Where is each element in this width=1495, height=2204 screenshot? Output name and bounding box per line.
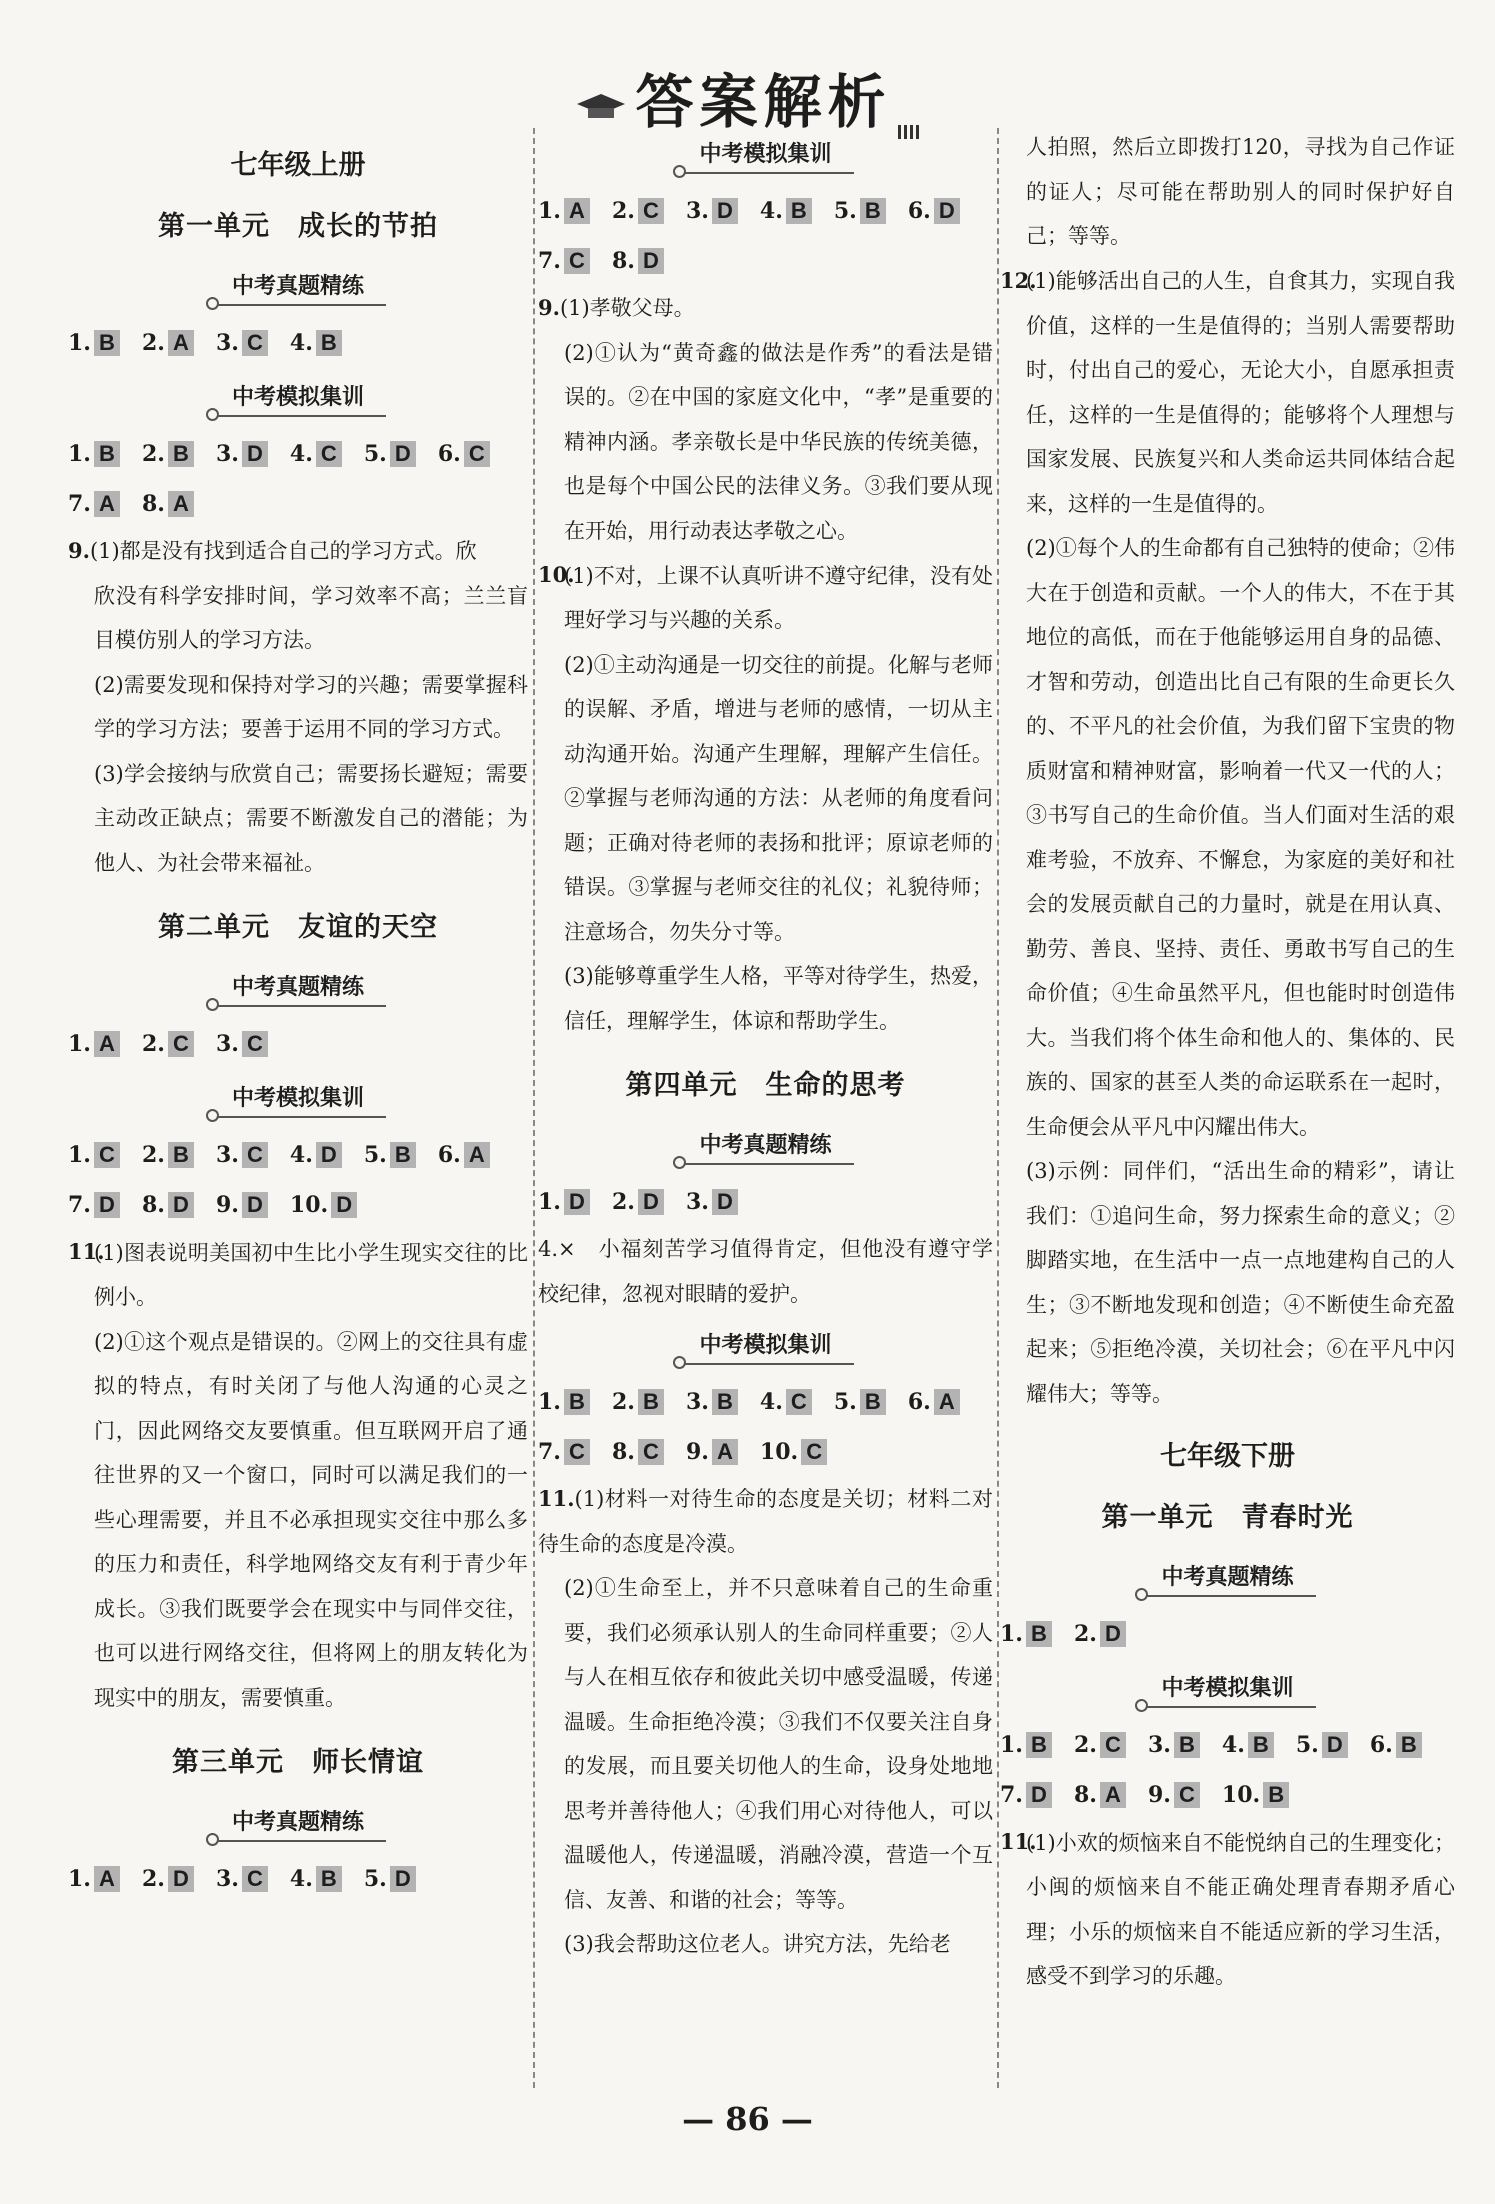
answer-item bbox=[1000, 1770, 1052, 1820]
answer-choice: B bbox=[1248, 1732, 1274, 1758]
question-number: 2. bbox=[1073, 1732, 1097, 1758]
answer-item bbox=[216, 1854, 268, 1904]
answer-row bbox=[68, 1130, 528, 1180]
answer-item bbox=[686, 1427, 738, 1477]
page-title: 答案解析 bbox=[0, 55, 1495, 139]
question-number: 2. bbox=[141, 1031, 165, 1057]
answer-item bbox=[364, 1854, 416, 1904]
answer-choice: B bbox=[168, 1142, 194, 1168]
question-number: 10. bbox=[759, 1439, 799, 1465]
answer-choice: C bbox=[168, 1031, 194, 1057]
answer-item bbox=[290, 1130, 342, 1180]
question-number: 4. bbox=[289, 441, 313, 467]
question-number: 2. bbox=[611, 198, 635, 224]
question-number: 6. bbox=[437, 1142, 461, 1168]
answer-item bbox=[1222, 1770, 1289, 1820]
answer-item bbox=[68, 1180, 120, 1230]
section-heading: 中考模拟集训 bbox=[538, 1328, 993, 1365]
answer-row bbox=[538, 1177, 993, 1227]
answer-item bbox=[142, 479, 194, 529]
answer-choice: B bbox=[1396, 1732, 1422, 1758]
answer-item bbox=[1074, 1770, 1126, 1820]
answer-item bbox=[834, 186, 886, 236]
answer-choice: D bbox=[564, 1189, 590, 1215]
answer-choice: A bbox=[168, 491, 194, 517]
question-number: 3. bbox=[215, 441, 239, 467]
answer-item bbox=[1148, 1770, 1200, 1820]
column-1 bbox=[68, 125, 528, 1904]
question-number: 6. bbox=[437, 441, 461, 467]
question-number: 5. bbox=[363, 441, 387, 467]
question-block: 4.× 小福刻苦学习值得肯定，但他没有遵守学校纪律，忽视对眼睛的爱护。 bbox=[538, 1237, 993, 1306]
answer-item bbox=[68, 1019, 120, 1069]
question-number: 7. bbox=[68, 1192, 91, 1218]
answer-choice: B bbox=[786, 198, 812, 224]
answer-choice: D bbox=[242, 1192, 268, 1218]
question-number: 9. bbox=[685, 1439, 709, 1465]
question-number: 2. bbox=[141, 1866, 165, 1892]
answer-row bbox=[538, 236, 993, 286]
answer-choice: A bbox=[94, 1031, 120, 1057]
answer-choice: B bbox=[1263, 1782, 1289, 1808]
question-number: 5. bbox=[363, 1142, 387, 1168]
question-number: 7. bbox=[538, 1439, 561, 1465]
answer-row bbox=[68, 1854, 528, 1904]
question-number: 6. bbox=[907, 198, 931, 224]
answer-choice: B bbox=[860, 198, 886, 224]
answer-choice: D bbox=[934, 198, 960, 224]
question-number: 6. bbox=[907, 1389, 931, 1415]
answer-choice: B bbox=[316, 1866, 342, 1892]
answer-item bbox=[142, 1130, 194, 1180]
question-number: 10. bbox=[1221, 1782, 1261, 1808]
unit-heading: 第四单元 生命的思考 bbox=[625, 1070, 906, 1101]
answer-choice: A bbox=[94, 1866, 120, 1892]
section-heading: 中考真题精练 bbox=[68, 269, 528, 306]
question-number: 1. bbox=[1000, 1621, 1023, 1647]
question-number: 2. bbox=[141, 1142, 165, 1168]
answer-choice: C bbox=[94, 1142, 120, 1168]
answer-choice: C bbox=[564, 1439, 590, 1465]
answer-choice: B bbox=[168, 441, 194, 467]
answer-choice: D bbox=[316, 1142, 342, 1168]
question-number: 1. bbox=[538, 1389, 561, 1415]
answer-row bbox=[538, 1377, 993, 1427]
answer-item bbox=[216, 318, 268, 368]
question-number: 2. bbox=[141, 441, 165, 467]
answer-item bbox=[68, 318, 120, 368]
answer-choice: A bbox=[168, 330, 194, 356]
question-number: 9. bbox=[1147, 1782, 1171, 1808]
answer-item bbox=[760, 186, 812, 236]
answer-choice: C bbox=[638, 1439, 664, 1465]
answer-item bbox=[908, 186, 960, 236]
answer-item bbox=[290, 1854, 342, 1904]
answer-choice: B bbox=[1026, 1621, 1052, 1647]
section-heading: 中考真题精练 bbox=[538, 1128, 993, 1165]
section-heading: 中考真题精练 bbox=[68, 1805, 528, 1842]
question-block: 9.(1)都是没有找到适合自己的学习方式。欣 欣没有科学安排时间，学习效率不高；兰兰盲目模仿别人的学习方法。 (2)需要发现和保持对学习的兴趣；需要掌握科学的学习方法；要善于运用不同的学习方式。 (3)学会接纳与欣赏自己；需要扬长避短；需要主动改正缺点；需要不断激发自己的潜能；为他人、为社会带来福祉。 bbox=[68, 538, 528, 875]
question-number: 4. bbox=[289, 1142, 313, 1168]
answer-item bbox=[1000, 1720, 1052, 1770]
question-number: 3. bbox=[685, 1189, 709, 1215]
column-3 bbox=[1000, 125, 1455, 1999]
answer-choice: B bbox=[1174, 1732, 1200, 1758]
answer-item bbox=[1370, 1720, 1422, 1770]
column-divider bbox=[997, 128, 999, 2088]
question-number: 4. bbox=[289, 330, 313, 356]
page-number: — 86 — bbox=[682, 2100, 813, 2138]
question-number: 4. bbox=[1221, 1732, 1245, 1758]
answer-choice: C bbox=[1100, 1732, 1126, 1758]
answer-choice: B bbox=[638, 1389, 664, 1415]
answer-item bbox=[142, 318, 194, 368]
question-number: 8. bbox=[141, 1192, 165, 1218]
question-number: 3. bbox=[215, 1031, 239, 1057]
grade-heading: 七年级下册 bbox=[1160, 1441, 1295, 1472]
question-number: 4. bbox=[759, 198, 783, 224]
answer-choice: C bbox=[638, 198, 664, 224]
question-number: 2. bbox=[611, 1389, 635, 1415]
answer-choice: C bbox=[242, 1031, 268, 1057]
answer-choice: D bbox=[331, 1192, 357, 1218]
answer-choice: B bbox=[860, 1389, 886, 1415]
answer-choice: D bbox=[94, 1192, 120, 1218]
section-heading: 中考模拟集训 bbox=[1000, 1671, 1455, 1708]
answer-choice: B bbox=[712, 1389, 738, 1415]
answer-choice: D bbox=[638, 248, 664, 274]
question-number: 5. bbox=[1295, 1732, 1319, 1758]
answer-choice: A bbox=[1100, 1782, 1126, 1808]
question-block: 10. (1)不对，上课不认真听讲不遵守纪律，没有处理好学习与兴趣的关系。 (2)①主动沟通是一切交往的前提。化解与老师的误解、矛盾，增进与老师的感情，一切从主动沟通开始。沟通产生理解，理解产生信任。②掌握与老师沟通的方法：从老师的角度看问题；正确对待老师的表扬和批评；原谅老师的错误。③掌握与老师交往的礼仪；礼貌待师；注意场合，勿失分寸等。 (3)能够尊重学生人格，平等对待学生，热爱，信任，理解学生，体谅和帮助学生。 bbox=[538, 562, 993, 1033]
answer-item bbox=[612, 1377, 664, 1427]
answer-item bbox=[760, 1377, 812, 1427]
question-number: 10. bbox=[289, 1192, 329, 1218]
answer-choice: B bbox=[94, 330, 120, 356]
unit-heading: 第二单元 友谊的天空 bbox=[158, 912, 438, 943]
answer-item bbox=[68, 429, 120, 479]
answer-item bbox=[68, 1854, 120, 1904]
question-number: 7. bbox=[538, 248, 561, 274]
answer-choice: D bbox=[242, 441, 268, 467]
section-heading: 中考模拟集训 bbox=[68, 1081, 528, 1118]
answer-row bbox=[1000, 1720, 1455, 1770]
question-number: 3. bbox=[215, 330, 239, 356]
question-number: 8. bbox=[1073, 1782, 1097, 1808]
answer-row bbox=[68, 1019, 528, 1069]
question-block: 11.(1)材料一对待生命的态度是关切；材料二对待生命的态度是冷漠。 (2)①生命至上，并不只意味着自己的生命重要，我们必须承认别人的生命同样重要；②人与人在相互依存和彼此关切中感受温暖，传递温暖。生命拒绝冷漠；③我们不仅要关注自身的发展，而且要关切他人的生命，设身处地地思考并善待他人；④我们用心对待他人，可以温暖他人，传递温暖，消融冷漠，营造一个互信、友善、和谐的社会；等等。 (3)我会帮助这位老人。讲究方法，先给老 bbox=[538, 1486, 993, 1956]
answer-choice: B bbox=[390, 1142, 416, 1168]
answer-choice: C bbox=[801, 1439, 827, 1465]
question-number: 7. bbox=[68, 491, 91, 517]
answer-item bbox=[538, 236, 590, 286]
question-number: 8. bbox=[611, 248, 635, 274]
answer-item bbox=[834, 1377, 886, 1427]
answer-item bbox=[686, 1177, 738, 1227]
answer-item bbox=[142, 429, 194, 479]
unit-heading: 第一单元 青春时光 bbox=[1101, 1502, 1354, 1533]
answer-choice: D bbox=[390, 441, 416, 467]
answer-choice: D bbox=[1026, 1782, 1052, 1808]
answer-item bbox=[68, 479, 120, 529]
answer-item bbox=[142, 1180, 194, 1230]
answer-item bbox=[686, 1377, 738, 1427]
question-number: 1. bbox=[68, 441, 91, 467]
question-number: 5. bbox=[833, 198, 857, 224]
answer-choice: D bbox=[390, 1866, 416, 1892]
answer-choice: C bbox=[242, 1142, 268, 1168]
question-block: 11. (1)图表说明美国初中生比小学生现实交往的比例小。 (2)①这个观点是错误的。②网上的交往具有虚拟的特点，有时关闭了与他人沟通的心灵之门，因此网络交友要慎重。但互联网开启了通往世界的又一个窗口，同时可以满足我们的一些心理需要，并且不必承担现实交往中那么多的压力和责任，科学地网络交友有利于青少年成长。③我们既要学会在现实中与同伴交往，也可以进行网络交往，但将网上的朋友转化为现实中的朋友，需要慎重。 bbox=[68, 1239, 528, 1710]
answer-choice: D bbox=[168, 1866, 194, 1892]
answer-row bbox=[68, 1180, 528, 1230]
answer-choice: A bbox=[464, 1142, 490, 1168]
question-number: 5. bbox=[363, 1866, 387, 1892]
unit-heading: 第三单元 师长情谊 bbox=[172, 1747, 424, 1778]
answer-item bbox=[1074, 1609, 1126, 1659]
answer-row bbox=[538, 1427, 993, 1477]
question-number: 1. bbox=[538, 1189, 561, 1215]
question-number: 3. bbox=[215, 1866, 239, 1892]
question-number: 1. bbox=[1000, 1732, 1023, 1758]
question-number: 1. bbox=[68, 1142, 91, 1168]
answer-item bbox=[1222, 1720, 1274, 1770]
answer-choice: D bbox=[168, 1192, 194, 1218]
answer-choice: D bbox=[1322, 1732, 1348, 1758]
answer-choice: C bbox=[316, 441, 342, 467]
answer-item bbox=[1074, 1720, 1126, 1770]
answer-item bbox=[364, 1130, 416, 1180]
question-number: 3. bbox=[685, 1389, 709, 1415]
section-heading: 中考模拟集训 bbox=[68, 380, 528, 417]
question-continuation: 人拍照，然后立即拨打120，寻找为自己作证的证人；尽可能在帮助别人的同时保护好自己；等等。 bbox=[1026, 135, 1455, 248]
answer-item bbox=[438, 1130, 490, 1180]
answer-choice: A bbox=[712, 1439, 738, 1465]
answer-item bbox=[438, 429, 490, 479]
answer-choice: B bbox=[94, 441, 120, 467]
answer-item bbox=[686, 186, 738, 236]
answer-item bbox=[216, 1180, 268, 1230]
answer-choice: C bbox=[242, 330, 268, 356]
answer-choice: C bbox=[786, 1389, 812, 1415]
answer-row bbox=[68, 429, 528, 479]
answer-row bbox=[1000, 1609, 1455, 1659]
answer-choice: D bbox=[1100, 1621, 1126, 1647]
question-number: 5. bbox=[833, 1389, 857, 1415]
unit-heading: 第一单元 成长的节拍 bbox=[158, 211, 438, 242]
section-heading: 中考真题精练 bbox=[68, 970, 528, 1007]
answer-item bbox=[364, 429, 416, 479]
question-number: 2. bbox=[141, 330, 165, 356]
answer-item bbox=[68, 1130, 120, 1180]
question-block: 9.(1)孝敬父母。 (2)①认为“黄奇鑫的做法是作秀”的看法是错误的。②在中国的家庭文化中，“孝”是重要的精神内涵。孝亲敬长是中华民族的传统美德，也是每个中国公民的法律义务。③我们要从现在开始，用行动表达孝敬之心。 bbox=[538, 295, 993, 543]
answer-choice: B bbox=[564, 1389, 590, 1415]
answer-choice: C bbox=[1174, 1782, 1200, 1808]
question-number: 3. bbox=[1147, 1732, 1171, 1758]
section-heading: 中考真题精练 bbox=[1000, 1560, 1455, 1597]
question-number: 4. bbox=[759, 1389, 783, 1415]
answer-choice: C bbox=[242, 1866, 268, 1892]
answer-choice: C bbox=[564, 248, 590, 274]
answer-item bbox=[1148, 1720, 1200, 1770]
question-number: 2. bbox=[611, 1189, 635, 1215]
answer-item bbox=[290, 429, 342, 479]
answer-choice: B bbox=[1026, 1732, 1052, 1758]
answer-item bbox=[538, 1377, 590, 1427]
answer-row bbox=[1000, 1770, 1455, 1820]
answer-item bbox=[760, 1427, 827, 1477]
question-number: 7. bbox=[1000, 1782, 1023, 1808]
question-block: 11. (1)小欢的烦恼来自不能悦纳自己的生理变化；小闽的烦恼来自不能正确处理青春期矛盾心理；小乐的烦恼来自不能适应新的学习生活，感受不到学习的乐趣。 bbox=[1000, 1829, 1455, 1988]
section-heading: 中考模拟集训 bbox=[538, 137, 993, 174]
answer-item bbox=[538, 186, 590, 236]
answer-choice: D bbox=[638, 1189, 664, 1215]
answer-item bbox=[216, 1019, 268, 1069]
answer-item bbox=[1296, 1720, 1348, 1770]
question-number: 2. bbox=[1073, 1621, 1097, 1647]
grade-heading: 七年级上册 bbox=[230, 150, 366, 181]
graduation-cap-icon bbox=[575, 92, 627, 122]
question-number: 3. bbox=[685, 198, 709, 224]
answer-choice: A bbox=[564, 198, 590, 224]
answer-item bbox=[216, 429, 268, 479]
question-number: 3. bbox=[215, 1142, 239, 1168]
question-number: 6. bbox=[1369, 1732, 1393, 1758]
answer-item bbox=[1000, 1609, 1052, 1659]
answer-item bbox=[612, 1427, 664, 1477]
column-divider bbox=[533, 128, 535, 2088]
question-number: 1. bbox=[538, 198, 561, 224]
answer-choice: C bbox=[464, 441, 490, 467]
answer-item bbox=[142, 1019, 194, 1069]
answer-item bbox=[612, 1177, 664, 1227]
question-number: 1. bbox=[68, 1031, 91, 1057]
question-number: 1. bbox=[68, 1866, 91, 1892]
answer-item bbox=[290, 318, 342, 368]
question-number: 8. bbox=[141, 491, 165, 517]
answer-choice: B bbox=[316, 330, 342, 356]
question-number: 8. bbox=[611, 1439, 635, 1465]
question-number: 1. bbox=[68, 330, 91, 356]
answer-row bbox=[538, 186, 993, 236]
answer-choice: D bbox=[712, 198, 738, 224]
question-number: 9. bbox=[215, 1192, 239, 1218]
answer-item bbox=[612, 236, 664, 286]
answer-choice: D bbox=[712, 1189, 738, 1215]
answer-item bbox=[290, 1180, 357, 1230]
answer-choice: A bbox=[94, 491, 120, 517]
question-block: 12. (1)能够活出自己的人生，自食其力，实现自我价值，这样的一生是值得的；当别人需要帮助时，付出自己的爱心，无论大小，自愿承担责任，这样的一生是值得的；能够将个人理想与国家发展、民族复兴和人类命运共同体结合起来，这样的一生是值得的。 (2)①每个人的生命都有自己独特的使命；②伟大在于创造和贡献。一个人的伟大，不在于其地位的高低，而在于他能够运用自身的品德、才智和劳动，创造出比自己有限的生命更长久的、不平凡的社会价值，为我们留下宝贵的物质财富和精神财富，影响着一代又一代的人；③书写自己的生命价值。当人们面对生活的艰难考验，不放弃、不懈怠，为家庭的美好和社会的发展贡献自己的力量时，就是在用认真、勤劳、善良、坚持、责任、勇敢书写自己的生命价值；④生命虽然平凡，但也能时时创造伟大。当我们将个体生命和他人的、集体的、民族的、国家的甚至人类的命运联系在一起时，生命便会从平凡中闪耀出伟大。 (3)示例：同伴们，“活出生命的精彩”，请让我们：①追问生命，努力探索生命的意义；②脚踏实地，在生活中一点一点地建构自己的人生；③不断地发现和创造；④不断使生命充盈起来；⑤拒绝冷漠，关切社会；⑥在平凡中闪耀伟大；等等。 bbox=[1000, 267, 1455, 1406]
answer-item bbox=[538, 1427, 590, 1477]
column-2 bbox=[538, 125, 993, 1967]
answer-item bbox=[612, 186, 664, 236]
answer-row bbox=[68, 479, 528, 529]
answer-item bbox=[216, 1130, 268, 1180]
answer-item bbox=[142, 1854, 194, 1904]
answer-item bbox=[908, 1377, 960, 1427]
answer-choice: A bbox=[934, 1389, 960, 1415]
answer-item bbox=[538, 1177, 590, 1227]
answer-row bbox=[68, 318, 528, 368]
question-number: 4. bbox=[289, 1866, 313, 1892]
